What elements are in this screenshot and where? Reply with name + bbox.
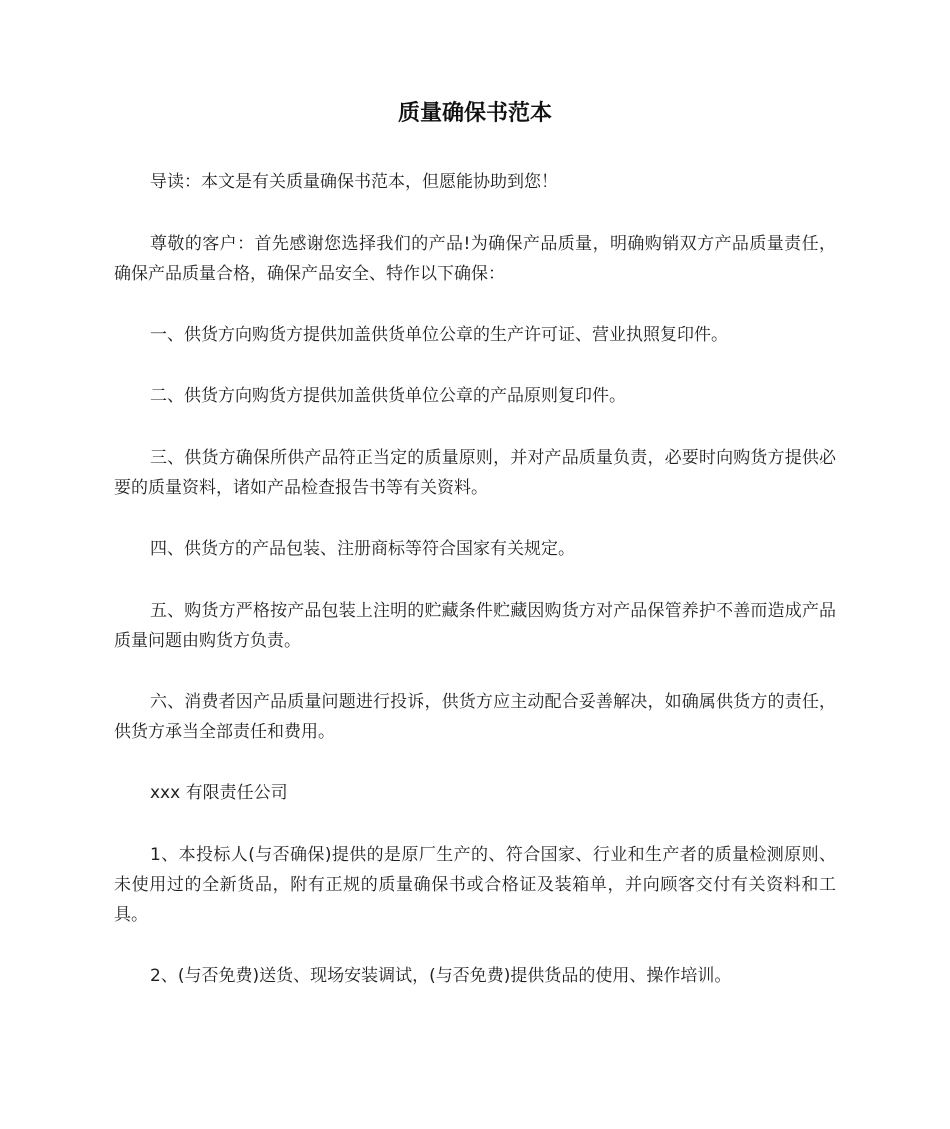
paragraph-item-5: 五、购货方严格按产品包装上注明的贮藏条件贮藏因购货方对产品保管养护不善而造成产品质量问题由购货方负责。 — [114, 601, 836, 651]
paragraph-item-2: 二、供货方向购货方提供加盖供货单位公章的产品原则复印件。 — [150, 386, 626, 406]
paragraph-bid-point-1: 1、本投标人(与否确保)提供的是原厂生产的、符合国家、行业和生产者的质量检测原则、未使用过的全新货品，附有正规的质量确保书或合格证及装箱单，并向顾客交付有关资料和工具。 — [114, 845, 836, 925]
paragraph-item-3: 三、供货方确保所供产品符正当定的质量原则，并对产品质量负责，必要时向购货方提供必要的质量资料，诸如产品检查报告书等有关资料。 — [114, 448, 836, 498]
paragraph-item-4: 四、供货方的产品包装、注册商标等符合国家有关规定。 — [150, 539, 575, 559]
paragraph-item-6: 六、消费者因产品质量问题进行投诉，供货方应主动配合妥善解决，如确属供货方的责任，供货方承当全部责任和费用。 — [114, 692, 836, 742]
paragraph-bid-point-2: 2、(与否免费)送货、现场安装调试，(与否免费)提供货品的使用、操作培训。 — [150, 966, 732, 986]
paragraph-intro: 导读：本文是有关质量确保书范本，但愿能协助到您！ — [150, 172, 558, 192]
paragraph-company-name: xxx 有限责任公司 — [150, 783, 288, 803]
document-title: 质量确保书范本 — [397, 101, 552, 126]
paragraph-item-1: 一、供货方向购货方提供加盖供货单位公章的生产许可证、营业执照复印件。 — [150, 325, 728, 345]
paragraph-greeting: 尊敬的客户：首先感谢您选择我们的产品!为确保产品质量，明确购销双方产品质量责任，确保产品质量合格，确保产品安全、特作以下确保： — [114, 234, 836, 284]
